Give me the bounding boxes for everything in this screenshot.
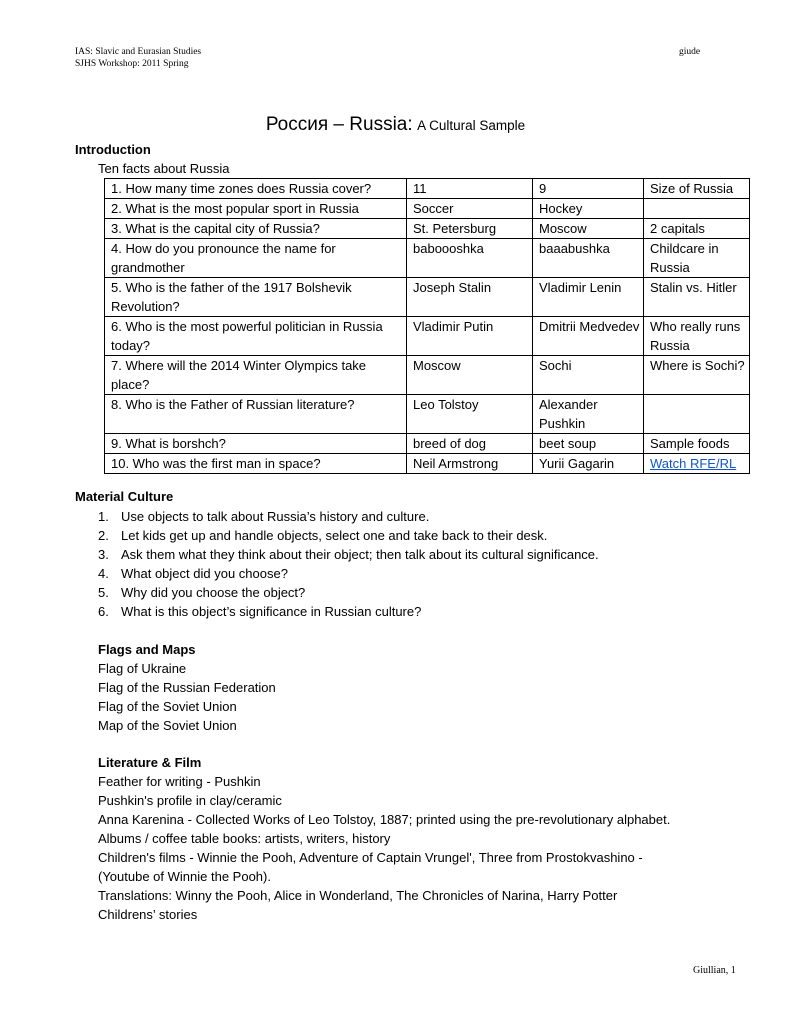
page-header-left [75,46,201,70]
list-text: Why did you choose the object? [121,585,306,600]
flags-maps-heading: Flags and Maps [98,642,196,657]
list-item: Albums / coffee table books: artists, writers, history [98,831,391,846]
answer-a-cell: breed of dog [407,434,533,454]
watch-rferl-link[interactable]: Watch RFE/RL [650,456,737,471]
table-row [105,219,750,239]
title-main: Россия – Russia: [265,114,413,135]
answer-a-cell: Soccer [407,199,533,219]
table-row [105,199,750,219]
answer-a-cell: baboooshka [407,239,533,278]
table-row [105,454,750,474]
question-cell: 1. How many time zones does Russia cover? [105,179,407,199]
title-subtitle: A Cultural Sample [417,118,526,133]
note-cell: Who really runs Russia [644,317,750,356]
question-cell: 8. Who is the Father of Russian literature? [105,395,407,434]
answer-b-cell: Moscow [533,219,644,239]
note-cell: 2 capitals [644,219,750,239]
page-footer: Giullian, 1 [693,965,736,976]
answer-a-cell: Vladimir Putin [407,317,533,356]
list-text: What object did you choose? [121,566,288,581]
note-cell [644,395,750,434]
introduction-subheading: Ten facts about Russia [98,161,230,176]
question-cell: 2. What is the most popular sport in Russia [105,199,407,219]
list-item: Translations: Winny the Pooh, Alice in Wonderland, The Chronicles of Narina, Harry Potter [98,888,618,903]
list-text: What is this object’s significance in Russian culture? [121,604,422,619]
list-item: (Youtube of Winnie the Pooh). [98,869,271,884]
list-number: 5. [98,585,109,600]
table-row [105,179,750,199]
question-cell: 5. Who is the father of the 1917 Bolshevik Revolution? [105,278,407,317]
table-row [105,239,750,278]
list-item [98,545,599,564]
answer-a-cell: 11 [407,179,533,199]
note-cell: Sample foods [644,434,750,454]
answer-a-cell: Moscow [407,356,533,395]
flags-maps-section [98,640,276,735]
table-row [105,317,750,356]
list-item [98,583,599,602]
answer-b-cell: Dmitrii Medvedev [533,317,644,356]
answer-a-cell: St. Petersburg [407,219,533,239]
question-cell: 9. What is borshch? [105,434,407,454]
note-cell [644,199,750,219]
table-row [105,434,750,454]
facts-table [104,178,750,474]
list-item [98,602,599,621]
table-row [105,395,750,434]
list-text: Use objects to talk about Russia’s history and culture. [121,509,430,524]
list-item: Children's films - Winnie the Pooh, Adventure of Captain Vrungel', Three from Prostokvashino - [98,850,643,865]
answer-b-cell: Sochi [533,356,644,395]
question-cell: 3. What is the capital city of Russia? [105,219,407,239]
question-cell: 7. Where will the 2014 Winter Olympics take place? [105,356,407,395]
list-item: Childrens’ stories [98,907,198,922]
list-item: Flag of the Russian Federation [98,680,276,695]
list-item: Flag of the Soviet Union [98,699,237,714]
table-row [105,278,750,317]
list-item [98,507,599,526]
list-item: Flag of Ukraine [98,661,187,676]
answer-b-cell: baaabushka [533,239,644,278]
answer-b-cell: Vladimir Lenin [533,278,644,317]
page-header-right: giude [679,47,701,57]
table-row [105,356,750,395]
list-item: Pushkin's profile in clay/ceramic [98,793,282,808]
answer-b-cell: 9 [533,179,644,199]
material-culture-heading: Material Culture [75,489,174,504]
note-cell: Childcare in Russia [644,239,750,278]
list-text: Ask them what they think about their object; then talk about its cultural significance. [121,547,599,562]
answer-a-cell: Joseph Stalin [407,278,533,317]
answer-b-cell: beet soup [533,434,644,454]
material-culture-list [98,507,599,621]
question-cell: 6. Who is the most powerful politician in Russia today? [105,317,407,356]
question-cell: 4. How do you pronounce the name for grandmother [105,239,407,278]
list-number: 3. [98,547,109,562]
note-cell [644,454,750,474]
introduction-heading: Introduction [75,142,151,157]
header-line-1: IAS: Slavic and Eurasian Studies [75,47,202,57]
question-cell: 10. Who was the first man in space? [105,454,407,474]
list-number: 2. [98,528,109,543]
answer-b-cell: Alexander Pushkin [533,395,644,434]
document-title [0,114,791,136]
note-cell: Size of Russia [644,179,750,199]
answer-a-cell: Leo Tolstoy [407,395,533,434]
list-item: Feather for writing - Pushkin [98,774,261,789]
list-number: 6. [98,604,109,619]
list-number: 4. [98,566,109,581]
list-item: Anna Karenina - Collected Works of Leo Tolstoy, 1887; printed using the pre-revolutionary alphabet. [98,812,671,827]
list-number: 1. [98,509,109,524]
literature-film-section [98,753,670,924]
answer-a-cell: Neil Armstrong [407,454,533,474]
header-line-2: SJHS Workshop: 2011 Spring [75,59,189,69]
note-cell: Where is Sochi? [644,356,750,395]
answer-b-cell: Yurii Gagarin [533,454,644,474]
list-item [98,526,599,545]
literature-film-heading: Literature & Film [98,755,202,770]
answer-b-cell: Hockey [533,199,644,219]
list-item: Map of the Soviet Union [98,718,237,733]
list-item [98,564,599,583]
note-cell: Stalin vs. Hitler [644,278,750,317]
list-text: Let kids get up and handle objects, select one and take back to their desk. [121,528,548,543]
